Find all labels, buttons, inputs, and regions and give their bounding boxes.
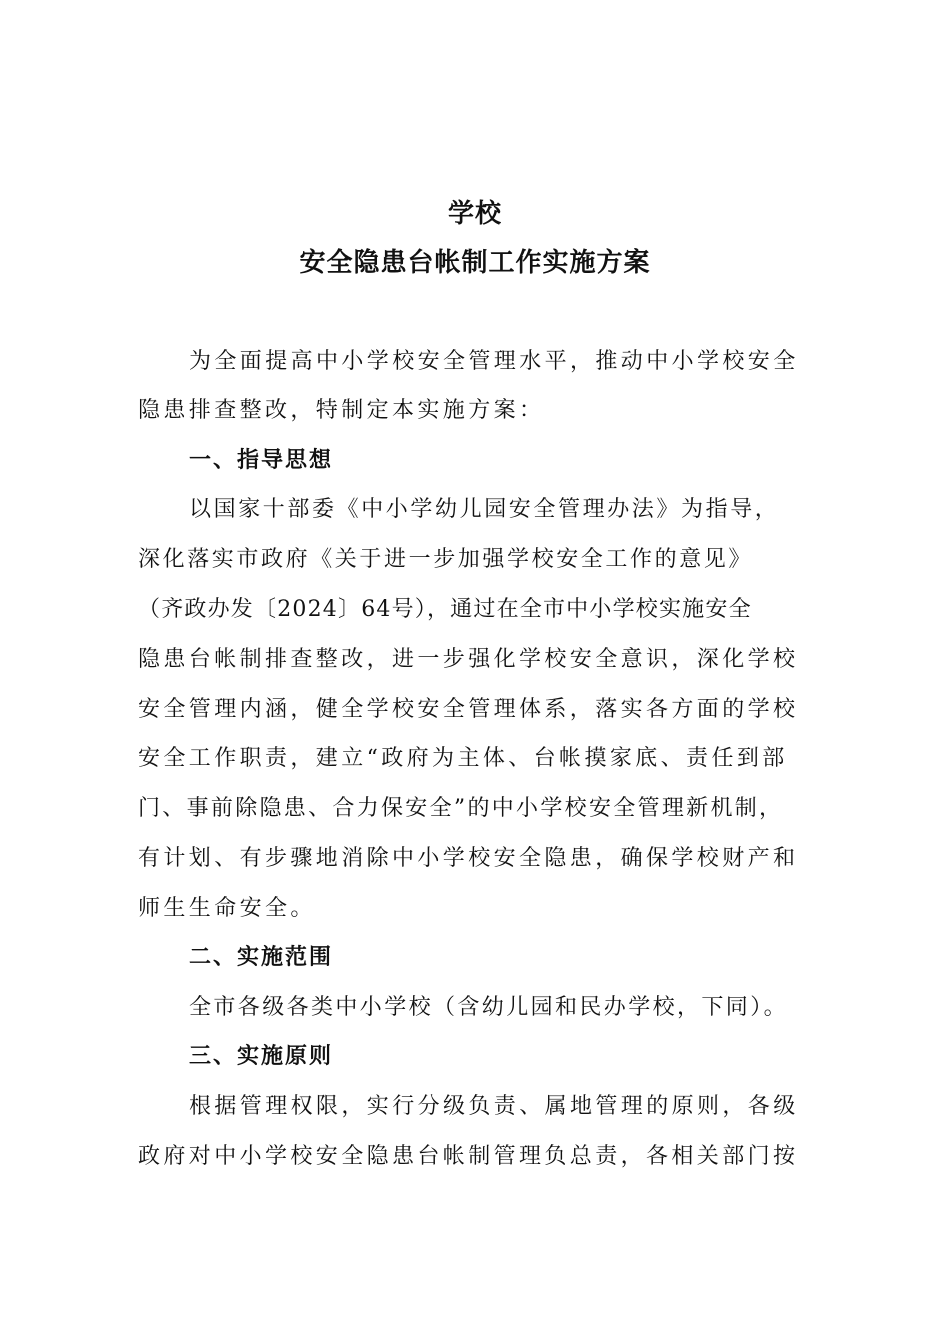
intro-line-1: 为全面提高中小学校安全管理水平，推动中小学校安全 [189,349,799,374]
document-title-line-1: 学校 [447,199,502,229]
section2-line-1: 全市各级各类中小学校（含幼儿园和民办学校，下同）。 [189,995,789,1020]
section-heading-2: 二、实施范围 [189,945,334,970]
section1-line-9: 师生生命安全。 [138,896,316,921]
section3-line-1: 根据管理权限，实行分级负责、属地管理的原则，各级 [189,1094,799,1119]
section1-line-5: 安全管理内涵，健全学校安全管理体系，落实各方面的学校 [138,697,799,722]
section1-line-7: 门、事前除隐患、合力保安全”的中小学校安全管理新机制， [138,796,784,821]
section-heading-1: 一、指导思想 [189,448,334,473]
section1-line-8: 有计划、有步骤地消除中小学校安全隐患，确保学校财产和 [138,846,799,871]
section3-line-2: 政府对中小学校安全隐患台帐制管理负总责，各相关部门按 [138,1144,799,1169]
intro-line-2: 隐患排查整改，特制定本实施方案： [138,398,545,423]
document-title-line-2: 安全隐患台帐制工作实施方案 [299,248,651,278]
section1-line-3: （齐政办发〔2024〕64号），通过在全市中小学校实施安全 [138,597,752,622]
section1-line-6: 安全工作职责，建立“政府为主体、台帐摸家底、责任到部 [138,746,788,771]
section1-line-2: 深化落实市政府《关于进一步加强学校安全工作的意见》 [138,547,754,572]
section1-line-1: 以国家十部委《中小学幼儿园安全管理办法》为指导， [189,497,780,522]
section-heading-3: 三、实施原则 [189,1044,334,1069]
section1-line-4: 隐患台帐制排查整改，进一步强化学校安全意识，深化学校 [138,647,799,672]
